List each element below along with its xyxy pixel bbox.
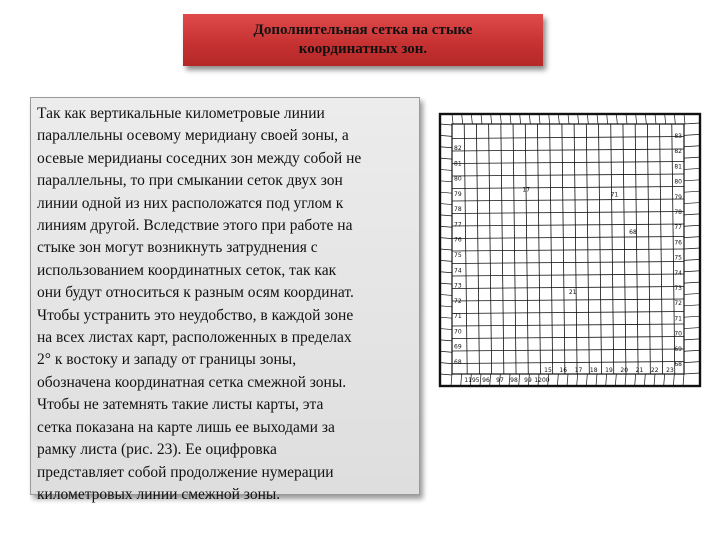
right-tick — [684, 282, 700, 283]
grid-vertical-line — [525, 124, 528, 374]
grid-vertical-line — [562, 124, 565, 374]
right-tick — [684, 339, 700, 340]
grid-horizontal-line — [452, 187, 684, 189]
top-tick — [549, 114, 550, 124]
right-edge-label: 82 — [674, 148, 682, 156]
left-tick — [440, 204, 452, 205]
right-tick — [684, 191, 700, 192]
left-tick — [440, 260, 452, 261]
body-text-panel — [30, 97, 420, 503]
right-tick — [684, 157, 700, 158]
right-edge-label: 74 — [674, 269, 682, 277]
bottom-tick — [644, 374, 645, 386]
grid-horizontal-line — [452, 349, 684, 351]
left-tick — [440, 192, 452, 193]
bottom-tick — [577, 374, 578, 386]
right-tick — [684, 259, 700, 260]
bottom-zone-label: 1200 — [534, 377, 550, 384]
left-edge-label: 82 — [454, 145, 462, 152]
left-edge-label: 70 — [454, 328, 462, 336]
body-paragraph: Так как вертикальные километровые линии параллельны осевому меридиану своей зоны, а осевые меридианы соседних зон между собой не параллельны, то при смыкании сеток двух зон линии одной из них расположатся под углом к линиям другой. Вследствие этого при работе на стыке зон могут возникнуть затруднения с использованием координатных сеток, так как они будут относиться к разным осям координат. Чтобы устранить это неудобство, в каждой зоне на всех листах карт, расположенных в пределах 2° к востоку и западу от границы зоны, обозначена координатная сетка смежной зоны. Чтобы не затемнять такие листы карты, эта сетка показана на карте лишь ее выходами за рамку листа (рис. 23). Ее оцифровка представляет собой продолжение нумерации километровых линии смежной зоны. — [37, 105, 362, 503]
grid-vertical-line — [513, 124, 516, 374]
left-tick — [440, 317, 452, 318]
grid-horizontal-line — [452, 237, 684, 239]
right-edge-label: 70 — [674, 330, 682, 338]
slide-title: Дополнительная сетка на стыке координатных зон. — [253, 22, 473, 57]
top-tick — [539, 114, 540, 124]
grid-vertical-line — [574, 124, 577, 374]
bottom-tick — [664, 374, 665, 386]
left-tick — [440, 272, 452, 273]
right-tick — [684, 350, 700, 351]
top-tick — [520, 114, 521, 124]
left-tick — [440, 306, 452, 307]
left-edge-label: 76 — [454, 236, 462, 244]
right-tick — [684, 271, 700, 272]
inner-grid-label: 17 — [522, 186, 531, 194]
right-tick — [684, 168, 700, 169]
bottom-edge-label: 18 — [589, 367, 598, 374]
left-edge-label: 74 — [454, 267, 462, 275]
bottom-tick — [596, 374, 597, 386]
bottom-zone-label: 97 — [496, 377, 504, 384]
left-tick — [440, 215, 452, 216]
right-tick — [684, 373, 700, 374]
left-tick — [440, 238, 452, 239]
top-tick — [665, 114, 666, 124]
left-edge-label: 79 — [454, 190, 462, 198]
bottom-edge-label: 21 — [635, 367, 644, 374]
left-tick — [440, 158, 452, 159]
left-tick — [440, 147, 452, 148]
coordinate-grid-figure — [434, 110, 708, 392]
bottom-edge-label: 20 — [620, 367, 629, 374]
bottom-zone-label: 1195 — [464, 377, 480, 384]
right-edge-label: 68 — [674, 361, 682, 368]
grid-horizontal-line — [452, 324, 684, 326]
top-tick — [471, 114, 472, 124]
bottom-edge-label: 17 — [574, 367, 583, 374]
right-edge-label: 73 — [674, 285, 682, 292]
top-tick — [636, 114, 637, 124]
right-tick — [684, 362, 700, 363]
top-tick — [500, 114, 501, 124]
left-edge-label: 68 — [454, 359, 462, 366]
top-tick — [684, 114, 685, 124]
left-edge-label: 75 — [454, 252, 462, 259]
top-tick — [578, 114, 579, 124]
right-tick — [684, 180, 700, 181]
grid-horizontal-line — [452, 149, 684, 151]
bottom-edge-label: 22 — [650, 367, 659, 374]
right-edge-label: 80 — [674, 178, 682, 186]
right-tick — [684, 203, 700, 204]
bottom-tick — [673, 374, 674, 386]
right-tick — [684, 328, 700, 329]
bottom-tick — [567, 374, 568, 386]
grid-horizontal-line — [452, 174, 684, 176]
left-edge-label: 69 — [454, 343, 462, 351]
top-tick — [645, 114, 646, 124]
right-tick — [684, 305, 700, 306]
bottom-tick — [625, 374, 626, 386]
right-tick — [684, 225, 700, 226]
right-edge-label: 69 — [674, 345, 682, 353]
bottom-tick — [586, 374, 587, 386]
right-edge-label: 83 — [674, 133, 682, 140]
grid-vertical-line — [489, 124, 492, 374]
bottom-tick — [635, 374, 636, 386]
top-tick — [462, 114, 463, 124]
left-tick — [440, 181, 452, 182]
grid-vertical-line — [611, 124, 614, 374]
top-tick — [626, 114, 627, 124]
right-edge-label: 78 — [674, 209, 682, 216]
left-tick — [440, 226, 452, 227]
right-tick — [684, 293, 700, 294]
right-tick — [684, 134, 700, 135]
left-tick — [440, 283, 452, 284]
grid-vertical-line — [464, 124, 467, 374]
right-edge-label: 71 — [674, 315, 682, 323]
right-edge-label: 81 — [674, 163, 682, 171]
grid-vertical-line — [550, 124, 553, 374]
bottom-tick — [654, 374, 655, 386]
grid-vertical-line — [586, 124, 589, 374]
bottom-tick — [451, 374, 452, 386]
left-tick — [440, 363, 452, 364]
bottom-edge-label: 19 — [605, 367, 613, 374]
grid-horizontal-line — [452, 162, 684, 164]
grid-vertical-line — [623, 124, 626, 374]
left-tick — [440, 249, 452, 250]
right-tick — [684, 248, 700, 249]
right-tick — [684, 214, 700, 215]
top-tick — [529, 114, 530, 124]
grid-horizontal-line — [452, 362, 684, 364]
bottom-zone-label: 96 — [482, 377, 490, 384]
bottom-tick — [615, 374, 616, 386]
bottom-tick — [557, 374, 558, 386]
left-edge-label: 78 — [454, 206, 462, 214]
grid-horizontal-line — [452, 224, 684, 226]
grid-horizontal-line — [452, 199, 684, 201]
top-tick — [607, 114, 608, 124]
left-edge-label: 81 — [454, 160, 462, 168]
top-tick — [481, 114, 482, 124]
inner-grid-label: 68 — [629, 229, 637, 236]
left-tick — [440, 294, 452, 295]
right-edge-label: 76 — [674, 239, 682, 247]
grid-vertical-line — [501, 124, 504, 374]
left-edge-label: 80 — [454, 175, 462, 183]
right-tick — [684, 237, 700, 238]
right-edge-label: 79 — [674, 193, 682, 201]
grid-vertical-line — [599, 124, 602, 374]
left-tick — [440, 374, 452, 375]
grid-horizontal-line — [452, 312, 684, 314]
top-tick — [587, 114, 588, 124]
grid-drawing — [434, 110, 708, 392]
bottom-tick — [480, 374, 481, 386]
top-tick — [674, 114, 675, 124]
grid-horizontal-line — [452, 212, 684, 214]
left-tick — [440, 135, 452, 136]
right-tick — [684, 316, 700, 317]
right-tick — [684, 123, 700, 124]
right-edge-label: 75 — [674, 254, 682, 262]
top-tick — [616, 114, 617, 124]
left-tick — [440, 329, 452, 330]
left-edge-label: 71 — [454, 313, 462, 321]
top-tick — [655, 114, 656, 124]
top-tick — [452, 114, 453, 124]
left-tick — [440, 124, 452, 125]
top-tick — [558, 114, 559, 124]
bottom-tick — [461, 374, 462, 386]
left-tick — [440, 169, 452, 170]
bottom-tick — [606, 374, 607, 386]
top-tick — [597, 114, 598, 124]
left-tick — [440, 340, 452, 341]
left-edge-label: 77 — [454, 221, 462, 229]
top-tick — [568, 114, 569, 124]
bottom-tick — [683, 374, 684, 386]
bottom-zone-label: 98 — [510, 377, 518, 384]
bottom-edge-label: 15 — [544, 367, 552, 374]
right-edge-label: 72 — [674, 300, 682, 308]
right-tick — [684, 146, 700, 147]
slide-title-banner — [183, 14, 543, 66]
bottom-edge-label: 16 — [559, 367, 568, 374]
inner-grid-label: 71 — [610, 191, 619, 199]
left-tick — [440, 351, 452, 352]
bottom-edge-label: 23 — [666, 367, 674, 374]
bottom-tick — [519, 374, 520, 386]
grid-horizontal-line — [452, 137, 684, 139]
top-tick — [510, 114, 511, 124]
top-tick — [491, 114, 492, 124]
grid-horizontal-line — [452, 337, 684, 339]
left-edge-label: 72 — [454, 297, 462, 305]
grid-vertical-line — [537, 124, 540, 374]
left-edge-label: 73 — [454, 282, 462, 290]
inner-grid-label: 21 — [568, 289, 577, 296]
grid-vertical-line — [476, 124, 479, 374]
right-edge-label: 77 — [674, 224, 682, 232]
bottom-zone-label: 99 — [524, 377, 532, 384]
